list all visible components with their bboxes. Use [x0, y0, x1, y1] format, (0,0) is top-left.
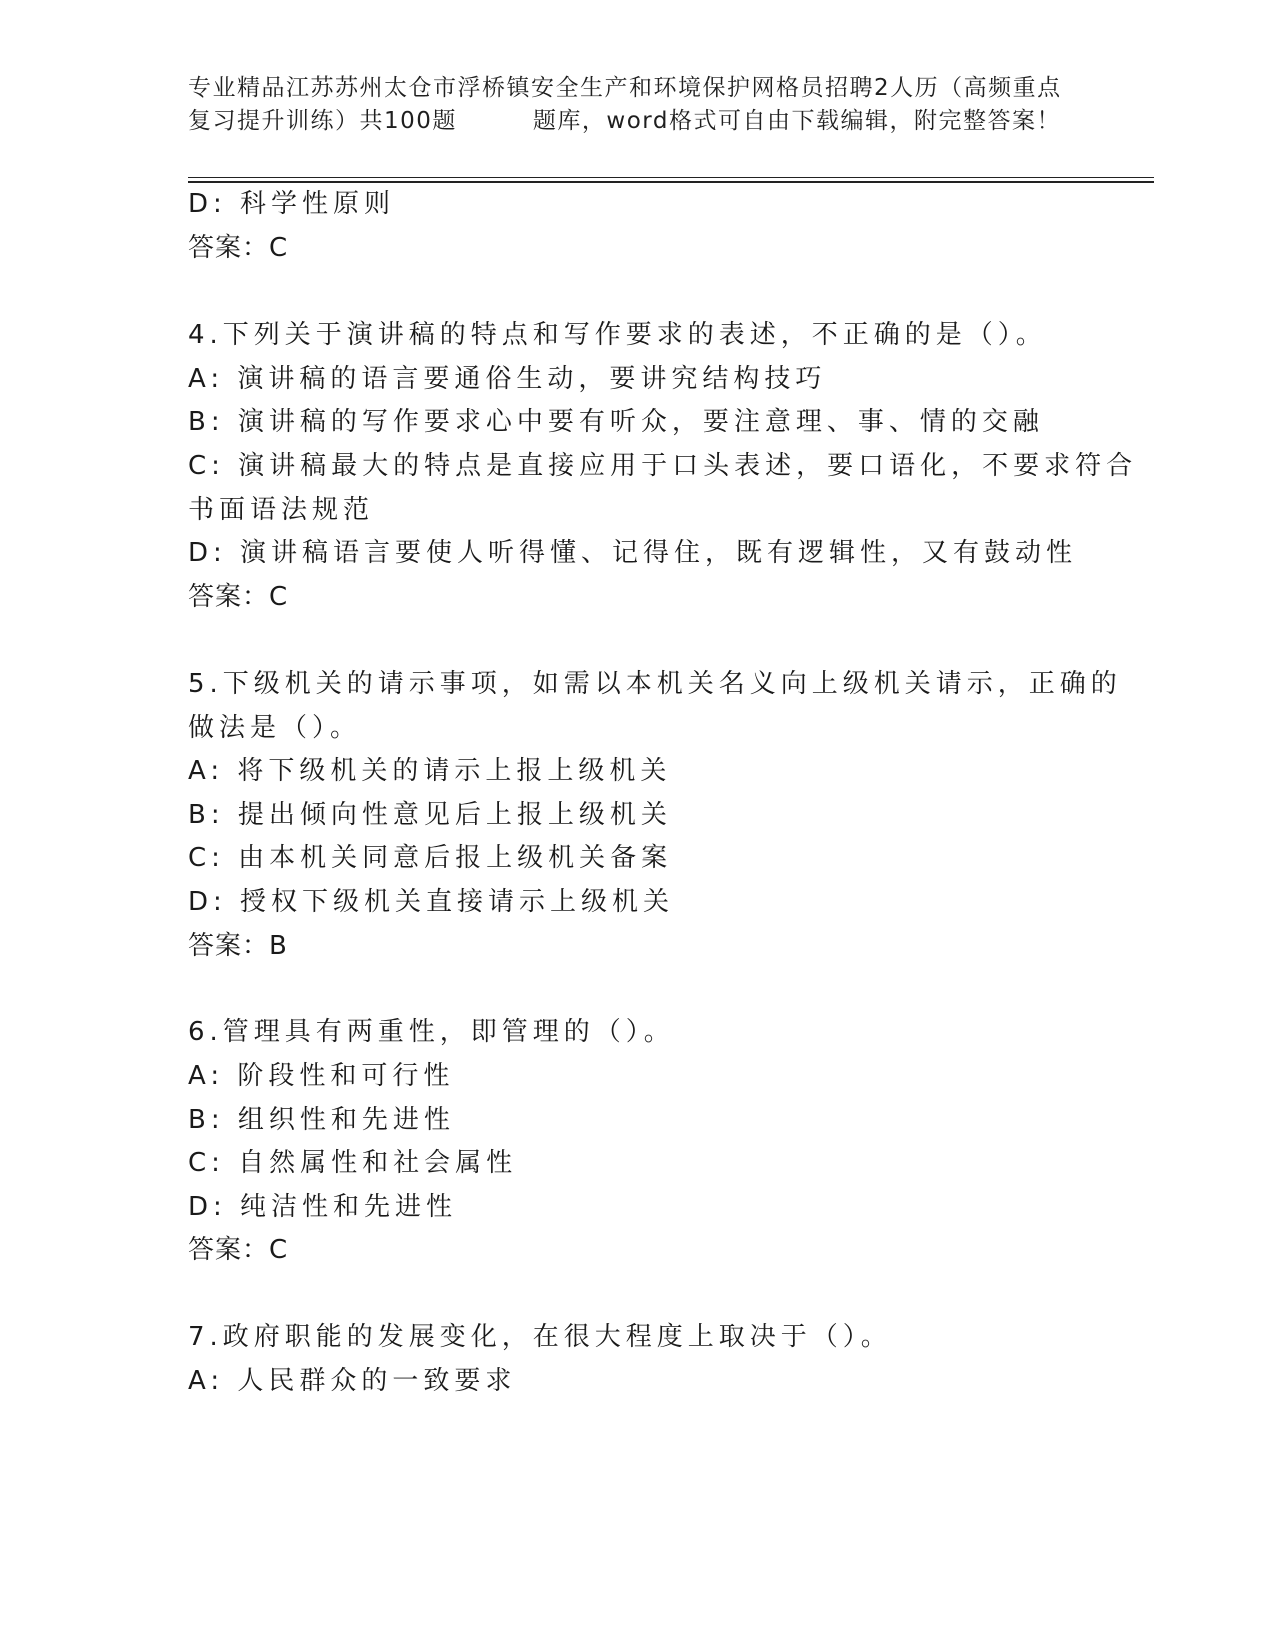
- q5-option-b: B: 提出倾向性意见后上报上级机关: [188, 800, 672, 830]
- q6-answer: 答案：C: [188, 1235, 289, 1265]
- q3-answer: 答案：C: [188, 233, 289, 263]
- header-title-line-2-right: 题库，word格式可自由下载编辑，附完整答案！: [532, 108, 1061, 134]
- header-title-line-1: 专业精品江苏苏州太仓市浮桥镇安全生产和环境保护网格员招聘2人历（高频重点: [188, 75, 1062, 101]
- header-title-line-2: [188, 105, 1088, 138]
- q5-stem-line-2: 做法是（）。: [188, 713, 362, 743]
- q7-stem: 7.政府职能的发展变化，在很大程度上取决于（）。: [188, 1322, 892, 1352]
- q5-option-d: D: 授权下级机关直接请示上级机关: [188, 887, 675, 917]
- q7-option-a: A: 人民群众的一致要求: [188, 1366, 517, 1396]
- q4-option-c-line-2: 书面语法规范: [188, 495, 375, 525]
- q5-answer: 答案：B: [188, 931, 288, 961]
- q5-option-a: A: 将下级机关的请示上报上级机关: [188, 756, 672, 786]
- q6-option-b: B: 组织性和先进性: [188, 1105, 455, 1135]
- q6-option-d: D: 纯洁性和先进性: [188, 1192, 458, 1222]
- q6-option-a: A: 阶段性和可行性: [188, 1061, 455, 1091]
- q4-option-a: A: 演讲稿的语言要通俗生动，要讲究结构技巧: [188, 364, 827, 394]
- q3-option-d: D: 科学性原则: [188, 189, 396, 219]
- q5-option-c: C: 由本机关同意后报上级机关备案: [188, 843, 673, 873]
- header-divider-thick: [188, 181, 1154, 183]
- q5-stem-line-1: 5.下级机关的请示事项，如需以本机关名义向上级机关请示，正确的: [188, 669, 1122, 699]
- page-header: [188, 72, 1088, 138]
- q6-option-c: C: 自然属性和社会属性: [188, 1148, 518, 1178]
- q6-stem: 6.管理具有两重性，即管理的（）。: [188, 1017, 675, 1047]
- q4-stem: 4.下列关于演讲稿的特点和写作要求的表述，不正确的是（）。: [188, 320, 1047, 350]
- q4-option-d: D: 演讲稿语言要使人听得懂、记得住，既有逻辑性，又有鼓动性: [188, 538, 1078, 568]
- q4-option-b: B: 演讲稿的写作要求心中要有听众，要注意理、事、情的交融: [188, 407, 1044, 437]
- header-divider-thin: [188, 177, 1154, 178]
- header-title-line-2-left: 复习提升训练）共100题: [188, 108, 457, 134]
- q4-answer: 答案：C: [188, 582, 289, 612]
- q4-option-c-line-1: C: 演讲稿最大的特点是直接应用于口头表述，要口语化，不要求符合: [188, 451, 1138, 481]
